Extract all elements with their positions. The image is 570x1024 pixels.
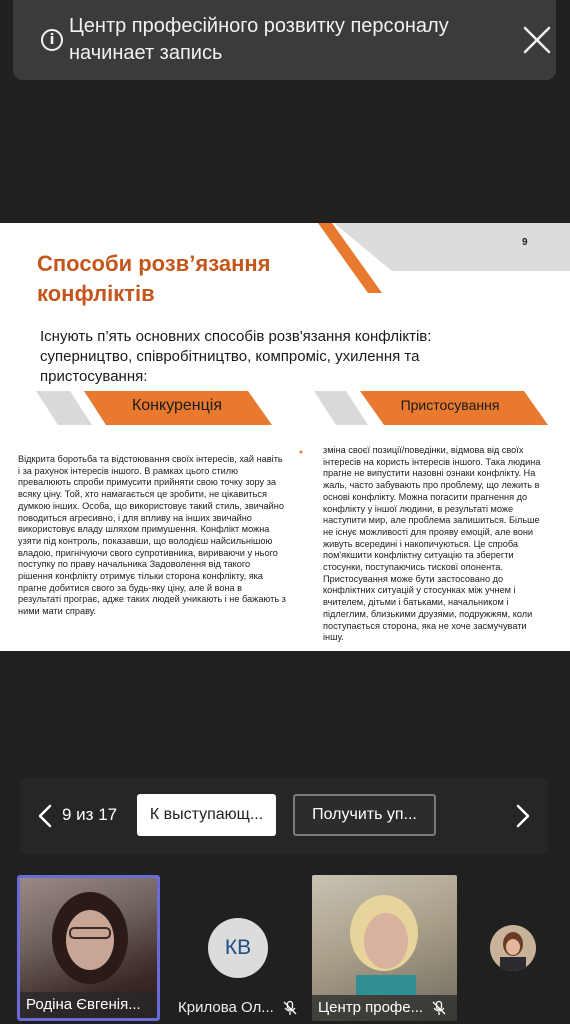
- slide-intro: Існують п’ять основних способів розв'язання конфліктів: суперництво, співробітництво, компроміс, ухилення та пристосування:: [40, 328, 432, 385]
- participant-tile[interactable]: [172, 875, 304, 1021]
- participant-tile-active-speaker[interactable]: [17, 875, 160, 1021]
- recording-notification: [13, 0, 556, 80]
- participant-video: [312, 875, 457, 995]
- accommodation-label: Пристосування: [400, 397, 500, 413]
- participant-photo: [490, 925, 536, 971]
- mic-off-icon: [431, 1000, 447, 1016]
- accommodation-description: зміна своєї позиції/поведінки, відмова від своїх інтересів на користь інтересів іншого. Така людина прагне не випустити назовні ознаки конфлікту. На жаль, часто забувають про проблему, що лежить в основі конфлікту. Можна погасити прагнення до конфлікту у іншої людини, в результаті може наступити мир, але проблема залишиться. Більше не існує можливості для прояву емоцій, але вони живуть всередині і накопичуються. Це спроба пом'якшити конфліктну ситуацію та зберегти стосунки, поступаючись тисковї опонента. Пристосування може бути застосовано до конфліктних ситуацій у стосунках між учнем і вчителем, дітьми і батьками, начальником і підлеглим, близькими друзями, подружжям, коли поступається сторона, яка не хоче засмучувати іншу.: [323, 445, 541, 643]
- close-icon[interactable]: [519, 25, 555, 55]
- participant-name: Родіна Євгенія...: [20, 992, 157, 1018]
- chevron-left-icon[interactable]: [38, 804, 52, 828]
- competition-description: Відкрита боротьба та відстоювання своїх інтересів, хай навіть і за рахунок інтересів іншого. В рамках цього стилю превалюють спроби примусити прийняти свою точку зору за всяку ціну. Той, хто намагається це зробити, не цікавиться думкою інших. Особа, що використовує такий стиль, звичайно поводиться агресивно, і для впливу на інших звичайно використовує владу шляхом примушення. Конфлікт можна узяти під контроль, показавши, що володієш найсильнішою владою, пригнічуючи свого супротивника, вириваючи у нього поступку по праву начальника Задоволення від такого рішення конфлікту отримує тільки сторона конфлікту, яка прагне добитися свого за будь-яку ціну, але й вона в результаті програє, адже таких людей уникають і не бажають з ними мати справу.: [18, 454, 286, 617]
- participant-tile[interactable]: [312, 875, 457, 1021]
- competition-label: Конкуренція: [131, 397, 223, 414]
- participant-avatar[interactable]: [490, 925, 536, 971]
- avatar: КВ: [208, 918, 268, 978]
- request-control-button[interactable]: Получить уп...: [293, 794, 436, 836]
- participant-name: Центр профе...: [312, 995, 457, 1021]
- info-icon: i: [41, 29, 63, 51]
- notification-text: Центр професійного розвитку персоналу начинает запись: [69, 15, 449, 64]
- go-to-presenter-button[interactable]: К выступающ...: [137, 794, 276, 836]
- participant-name: Крилова Ол...: [178, 999, 274, 1016]
- slide-number: 9: [522, 237, 528, 248]
- participant-video: [20, 878, 157, 992]
- slide-title: Способи розв’язання конфліктів: [37, 251, 271, 306]
- chevron-right-icon[interactable]: [516, 804, 530, 828]
- presentation-slide: [0, 223, 570, 651]
- mic-off-icon: [282, 1000, 298, 1016]
- slide-counter: 9 из 17: [62, 805, 118, 824]
- slide-navigation: [20, 778, 548, 854]
